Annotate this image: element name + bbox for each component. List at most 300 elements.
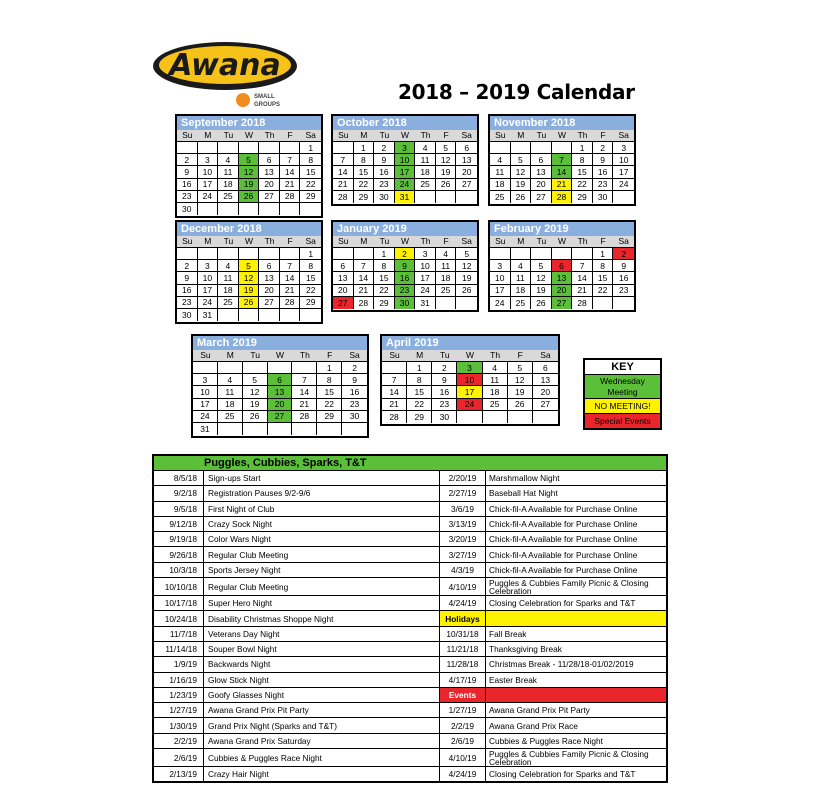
event-name: Christmas Break - 11/28/18-01/02/2019 — [489, 659, 634, 670]
event-name: Marshmallow Night — [489, 473, 560, 484]
weekday-label: F — [287, 130, 293, 140]
day-cell — [436, 191, 457, 203]
day-cell: 18 — [218, 285, 239, 297]
day-cell — [292, 423, 317, 435]
day-cell: 21 — [552, 179, 573, 191]
day-cell — [280, 203, 301, 215]
day-cell: 26 — [511, 191, 532, 203]
events-fill — [486, 688, 666, 702]
weekday-header — [490, 130, 634, 142]
day-cell: 13 — [259, 166, 280, 178]
day-cell: 21 — [280, 285, 301, 297]
weekday-label: Su — [495, 236, 506, 246]
day-cell: 15 — [407, 386, 432, 398]
event-name: Registration Pauses 9/2-9/6 — [204, 486, 440, 500]
day-cell: 19 — [508, 386, 533, 398]
day-cell: 20 — [456, 166, 477, 178]
event-date: 10/24/18 — [154, 611, 204, 625]
day-cell: 26 — [531, 297, 552, 309]
event-date: 2/6/19 — [440, 734, 486, 748]
day-cell — [456, 297, 477, 309]
day-cell — [177, 248, 198, 260]
weekday-label: Sa — [305, 236, 316, 246]
day-cell: 11 — [436, 260, 457, 272]
day-cell: 28 — [552, 191, 573, 203]
day-cell — [280, 142, 301, 154]
day-cell: 9 — [177, 166, 198, 178]
day-cell: 9 — [374, 154, 395, 166]
day-cell: 13 — [552, 272, 573, 284]
day-cell: 16 — [374, 166, 395, 178]
day-cell: 30 — [342, 411, 367, 423]
day-cell: 25 — [511, 297, 532, 309]
day-cell: 14 — [333, 166, 354, 178]
day-cell: 16 — [177, 285, 198, 297]
day-cell: 23 — [432, 399, 457, 411]
day-cell: 14 — [354, 272, 375, 284]
day-cell: 10 — [198, 166, 219, 178]
day-cell: 25 — [218, 191, 239, 203]
day-cell: 1 — [300, 248, 321, 260]
day-cell: 23 — [395, 285, 416, 297]
weekday-label: Tu — [223, 236, 234, 246]
day-cell — [533, 411, 558, 423]
day-cell: 9 — [593, 154, 614, 166]
awana-logo — [150, 36, 310, 116]
weekday-label: W — [244, 130, 253, 140]
day-cell — [239, 203, 260, 215]
day-cell: 9 — [395, 260, 416, 272]
day-cell: 11 — [218, 166, 239, 178]
day-cell — [193, 362, 218, 374]
event-name: Sign-ups Start — [204, 471, 440, 485]
day-cell: 22 — [317, 399, 342, 411]
event-date: 10/17/18 — [154, 596, 204, 610]
day-cell: 26 — [508, 399, 533, 411]
event-name: Easter Break — [489, 674, 537, 685]
day-cell: 30 — [374, 191, 395, 203]
day-cell — [490, 142, 511, 154]
day-cell: 12 — [456, 260, 477, 272]
day-cell: 4 — [218, 374, 243, 386]
logo-brand: Awana — [169, 48, 281, 83]
day-cell — [239, 142, 260, 154]
day-cell — [268, 362, 293, 374]
weekday-label: Sa — [461, 236, 472, 246]
weekday-label: Su — [182, 236, 193, 246]
month-calendar — [488, 220, 636, 312]
event-date: 11/21/18 — [440, 642, 486, 656]
day-cell: 23 — [177, 297, 198, 309]
day-cell: 1 — [374, 248, 395, 260]
weekday-label: W — [275, 350, 284, 360]
day-cell: 29 — [354, 191, 375, 203]
event-date: 3/20/19 — [440, 532, 486, 546]
day-cell: 30 — [177, 309, 198, 321]
day-cell: 13 — [531, 166, 552, 178]
day-cell: 12 — [511, 166, 532, 178]
day-cell — [300, 309, 321, 321]
day-cell: 15 — [300, 166, 321, 178]
day-cell: 28 — [354, 297, 375, 309]
day-cell: 21 — [333, 179, 354, 191]
weekday-label: Su — [200, 350, 211, 360]
day-cell: 27 — [259, 191, 280, 203]
day-cell: 4 — [483, 362, 508, 374]
day-cell: 23 — [593, 179, 614, 191]
day-cell — [552, 142, 573, 154]
weekday-label: Sa — [618, 236, 629, 246]
key-title: KEY — [585, 360, 660, 375]
day-cell — [259, 248, 280, 260]
day-cell: 6 — [533, 362, 558, 374]
day-cell: 20 — [333, 285, 354, 297]
day-cell: 14 — [280, 272, 301, 284]
day-cell: 21 — [382, 399, 407, 411]
day-cell — [292, 362, 317, 374]
day-cell: 19 — [436, 166, 457, 178]
day-cell: 2 — [432, 362, 457, 374]
weekday-label: W — [465, 350, 474, 360]
weekday-header — [193, 350, 367, 362]
table-row — [154, 642, 666, 657]
event-date: 4/10/19 — [440, 749, 486, 766]
event-name: Chick-fil-A Available for Purchase Online — [489, 503, 638, 514]
day-cell: 20 — [268, 399, 293, 411]
weekday-label: M — [360, 236, 368, 246]
table-row — [154, 502, 666, 517]
page-title: 2018 – 2019 Calendar — [398, 80, 635, 104]
day-cell: 29 — [300, 191, 321, 203]
day-cell: 18 — [483, 386, 508, 398]
day-cell: 14 — [572, 272, 593, 284]
weekday-label: M — [226, 350, 234, 360]
day-cell: 16 — [613, 272, 634, 284]
day-cell — [218, 309, 239, 321]
holidays-fill — [486, 611, 666, 625]
schedule-table — [152, 454, 668, 783]
day-cell: 29 — [317, 411, 342, 423]
day-cell: 12 — [239, 166, 260, 178]
weekday-label: Th — [420, 130, 431, 140]
day-cell: 29 — [407, 411, 432, 423]
table-row — [154, 471, 666, 486]
day-cell: 2 — [593, 142, 614, 154]
day-cell: 19 — [239, 285, 260, 297]
day-cell: 25 — [483, 399, 508, 411]
weekday-label: W — [400, 130, 409, 140]
day-cell: 29 — [572, 191, 593, 203]
day-cell — [243, 362, 268, 374]
day-cell: 3 — [198, 260, 219, 272]
event-name: Chick-fil-A Available for Purchase Online — [489, 549, 638, 560]
day-cell: 3 — [415, 248, 436, 260]
day-cell: 17 — [198, 285, 219, 297]
event-name: Closing Celebration for Sparks and T&T — [489, 598, 636, 609]
event-name: Chick-fil-A Available for Purchase Online — [489, 564, 638, 575]
day-cell: 7 — [292, 374, 317, 386]
day-cell: 11 — [483, 374, 508, 386]
day-cell: 16 — [432, 386, 457, 398]
day-cell: 22 — [407, 399, 432, 411]
weekday-label: Tu — [536, 130, 547, 140]
table-row — [154, 657, 666, 672]
day-cell — [243, 423, 268, 435]
weekday-label: Th — [299, 350, 310, 360]
day-cell: 15 — [300, 272, 321, 284]
event-date: 11/7/18 — [154, 627, 204, 641]
event-name: Puggles & Cubbies Family Picnic & Closing Celebration — [489, 578, 649, 596]
day-cell: 4 — [436, 248, 457, 260]
weekday-label: F — [443, 236, 449, 246]
day-cell: 30 — [395, 297, 416, 309]
day-cell: 16 — [177, 179, 198, 191]
day-cell — [490, 248, 511, 260]
day-cell: 7 — [552, 154, 573, 166]
day-cell: 19 — [456, 272, 477, 284]
day-cell: 22 — [374, 285, 395, 297]
day-cell: 20 — [259, 179, 280, 191]
day-cell: 7 — [280, 260, 301, 272]
event-date: 11/14/18 — [154, 642, 204, 656]
event-date: 10/10/18 — [154, 578, 204, 595]
event-date: 3/27/19 — [440, 547, 486, 561]
event-name: Fall Break — [489, 628, 527, 639]
month-calendar — [331, 220, 479, 312]
day-cell: 1 — [300, 142, 321, 154]
day-cell: 5 — [239, 260, 260, 272]
weekday-label: Su — [389, 350, 400, 360]
day-cell: 4 — [218, 260, 239, 272]
day-cell: 11 — [511, 272, 532, 284]
day-cell: 24 — [415, 285, 436, 297]
day-cell: 2 — [613, 248, 634, 260]
day-cell: 28 — [280, 191, 301, 203]
event-date: 4/3/19 — [440, 563, 486, 577]
weekday-label: M — [416, 350, 424, 360]
day-cell: 3 — [395, 142, 416, 154]
day-cell: 17 — [395, 166, 416, 178]
day-cell: 25 — [218, 297, 239, 309]
day-cell — [218, 248, 239, 260]
table-row — [154, 596, 666, 611]
day-cell: 12 — [243, 386, 268, 398]
day-cell: 3 — [193, 374, 218, 386]
day-cell — [333, 248, 354, 260]
day-cell: 17 — [457, 386, 482, 398]
day-cell — [354, 248, 375, 260]
day-cell: 19 — [531, 285, 552, 297]
day-cell: 15 — [593, 272, 614, 284]
day-cell: 15 — [354, 166, 375, 178]
month-calendar — [175, 114, 323, 218]
key-wednesday-meeting: Wednesday Meeting — [585, 375, 660, 399]
event-date: 9/12/18 — [154, 517, 204, 531]
day-cell: 6 — [531, 154, 552, 166]
weekday-label: F — [600, 236, 606, 246]
day-cell: 6 — [259, 154, 280, 166]
day-cell — [259, 203, 280, 215]
day-cell — [198, 248, 219, 260]
day-cell — [613, 297, 634, 309]
day-cell: 28 — [292, 411, 317, 423]
day-cell: 30 — [432, 411, 457, 423]
table-row — [154, 749, 666, 767]
day-cell — [259, 309, 280, 321]
day-cell: 20 — [552, 285, 573, 297]
day-cell: 27 — [456, 179, 477, 191]
day-cell: 23 — [374, 179, 395, 191]
event-name: Awana Grand Prix Pit Party — [204, 703, 440, 717]
weekday-label: Tu — [223, 130, 234, 140]
day-cell: 13 — [259, 272, 280, 284]
table-row — [154, 767, 666, 781]
day-cell: 9 — [177, 272, 198, 284]
event-date: 8/5/18 — [154, 471, 204, 485]
month-calendar — [331, 114, 479, 206]
month-calendar — [488, 114, 636, 206]
day-cell: 13 — [268, 386, 293, 398]
day-cell: 11 — [218, 386, 243, 398]
event-date: 2/20/19 — [440, 471, 486, 485]
day-cell: 4 — [511, 260, 532, 272]
event-name: Chick-fil-A Available for Purchase Online — [489, 519, 638, 530]
day-cell: 3 — [198, 154, 219, 166]
day-cell: 3 — [490, 260, 511, 272]
weekday-header — [333, 236, 477, 248]
day-cell: 8 — [572, 154, 593, 166]
weekday-label: W — [557, 130, 566, 140]
table-row — [154, 611, 666, 626]
weekday-label: F — [600, 130, 606, 140]
weekday-label: Th — [420, 236, 431, 246]
month-title: October 2018 — [333, 116, 477, 130]
svg-text:SMALL: SMALL — [254, 94, 275, 100]
weekday-label: W — [244, 236, 253, 246]
weekday-label: F — [287, 236, 293, 246]
weekday-header — [177, 130, 321, 142]
weekday-label: Sa — [540, 350, 551, 360]
day-cell: 17 — [415, 272, 436, 284]
day-cell — [483, 411, 508, 423]
weekday-label: W — [400, 236, 409, 246]
day-cell: 23 — [177, 191, 198, 203]
events-label: Events — [440, 688, 486, 702]
day-cell: 8 — [354, 154, 375, 166]
event-name: Chick-fil-A Available for Purchase Online — [489, 534, 638, 545]
event-date: 4/24/19 — [440, 767, 486, 781]
day-cell: 21 — [354, 285, 375, 297]
day-cell: 9 — [432, 374, 457, 386]
event-name: Thanksgiving Break — [489, 644, 562, 655]
day-cell: 14 — [292, 386, 317, 398]
weekday-header — [333, 130, 477, 142]
table-row — [154, 673, 666, 688]
day-cell: 7 — [354, 260, 375, 272]
day-cell: 26 — [436, 179, 457, 191]
day-cell — [531, 142, 552, 154]
event-date: 2/13/19 — [154, 767, 204, 781]
weekday-label: F — [517, 350, 523, 360]
day-cell: 25 — [218, 411, 243, 423]
day-cell — [415, 191, 436, 203]
table-row — [154, 547, 666, 562]
day-cell: 22 — [300, 179, 321, 191]
event-date: 10/3/18 — [154, 563, 204, 577]
event-date: 4/17/19 — [440, 673, 486, 687]
day-cell: 2 — [374, 142, 395, 154]
event-name: Regular Club Meeting — [204, 547, 440, 561]
weekday-label: Su — [338, 130, 349, 140]
day-cell: 29 — [374, 297, 395, 309]
event-name: Super Hero Night — [204, 596, 440, 610]
day-cell: 16 — [342, 386, 367, 398]
weekday-label: Th — [577, 130, 588, 140]
day-cell: 10 — [395, 154, 416, 166]
day-cell: 8 — [407, 374, 432, 386]
table-row — [154, 563, 666, 578]
day-cell: 25 — [415, 179, 436, 191]
day-cell — [300, 203, 321, 215]
day-cell: 18 — [436, 272, 457, 284]
day-cell: 18 — [511, 285, 532, 297]
day-cell — [613, 191, 634, 203]
day-cell: 3 — [613, 142, 634, 154]
day-cell: 18 — [415, 166, 436, 178]
day-cell: 2 — [395, 248, 416, 260]
day-cell: 24 — [613, 179, 634, 191]
event-date: 2/2/19 — [154, 734, 204, 748]
day-cell: 12 — [531, 272, 552, 284]
event-name: Souper Bowl Night — [204, 642, 440, 656]
day-cell: 4 — [415, 142, 436, 154]
day-cell: 24 — [193, 411, 218, 423]
table-row — [154, 703, 666, 718]
day-cell — [317, 423, 342, 435]
day-cell — [456, 191, 477, 203]
event-date: 2/6/19 — [154, 749, 204, 766]
event-name: First Night of Club — [204, 502, 440, 516]
weekday-label: Tu — [250, 350, 260, 360]
day-cell: 24 — [457, 399, 482, 411]
event-date: 1/23/19 — [154, 688, 204, 702]
day-cell — [259, 142, 280, 154]
day-cell: 21 — [280, 179, 301, 191]
event-date: 9/26/18 — [154, 547, 204, 561]
day-cell: 8 — [300, 260, 321, 272]
day-cell: 31 — [415, 297, 436, 309]
table-row — [154, 688, 666, 703]
day-cell: 2 — [177, 260, 198, 272]
day-cell — [572, 248, 593, 260]
day-cell: 30 — [177, 203, 198, 215]
weekday-label: M — [517, 130, 525, 140]
month-title: February 2019 — [490, 222, 634, 236]
weekday-header — [490, 236, 634, 248]
day-cell: 5 — [436, 142, 457, 154]
day-cell: 7 — [572, 260, 593, 272]
day-cell: 24 — [490, 297, 511, 309]
weekday-label: Tu — [536, 236, 547, 246]
day-cell: 24 — [198, 191, 219, 203]
day-cell: 16 — [593, 166, 614, 178]
event-name: Regular Club Meeting — [204, 578, 440, 595]
day-cell — [333, 142, 354, 154]
event-name: Crazy Hair Night — [204, 767, 440, 781]
day-cell: 8 — [374, 260, 395, 272]
key-special-events: Special Events — [585, 414, 660, 428]
day-cell — [593, 297, 614, 309]
